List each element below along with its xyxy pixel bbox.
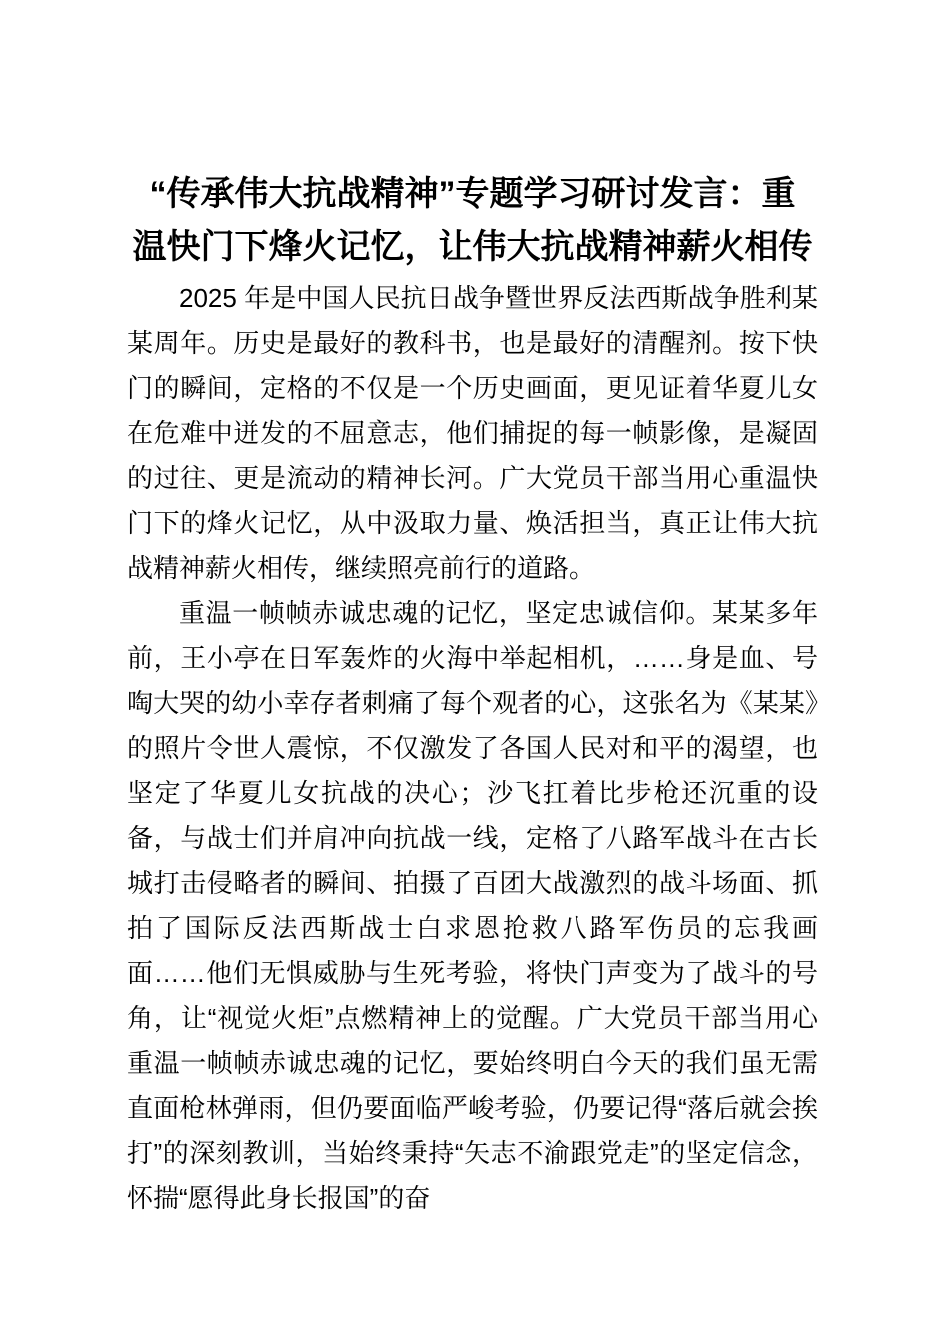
document-title-line-1: “传承伟大抗战精神”专题学习研讨发言：重 <box>149 175 796 213</box>
paragraph-body: 重温一帧帧赤诚忠魂的记忆，坚定忠诚信仰。某某多年前，王小亭在日军轰炸的火海中举起相机，……身是血、号啕大哭的幼小幸存者刺痛了每个观者的心，这张名为《某某》的照片令世人震惊，不仅激发了各国人民对和平的渴望，也坚定了华夏儿女抗战的决心；沙飞扛着比步枪还沉重的设备，与战士们并肩冲向抗战一线，定格了八路军战斗在古长城打击侵略者的瞬间、拍摄了百团大战激烈的战斗场面、抓拍了国际反法西斯战士白求恩抢救八路军伤员的忘我画面……他们无惧威胁与生死考验，将快门声变为了战斗的号角，让“视觉火炬”点燃精神上的觉醒。广大党员干部当用心重温一帧帧赤诚忠魂的记忆，要始终明白今天的我们虽无需直面枪林弹雨，但仍要面临严峻考验，仍要记得“落后就会挨打”的深刻教训，当始终秉持“矢志不渝跟党走”的坚定信念，怀揣“愿得此身长报国”的奋 <box>127 598 818 1213</box>
document-title-line-2: 温快门下烽火记忆，让伟大抗战精神薪火相传 <box>132 228 813 266</box>
document-title <box>127 168 818 274</box>
paragraph-intro: 2025 年是中国人民抗日战争暨世界反法西斯战争胜利某某周年。历史是最好的教科书，也是最好的清醒剂。按下快门的瞬间，定格的不仅是一个历史画面，更见证着华夏儿女在危难中迸发的不屈意志，他们捕捉的每一帧影像，是凝固的过往、更是流动的精神长河。广大党员干部当用心重温快门下的烽火记忆，从中汲取力量、焕活担当，真正让伟大抗战精神薪火相传，继续照亮前行的道路。 <box>127 283 818 583</box>
